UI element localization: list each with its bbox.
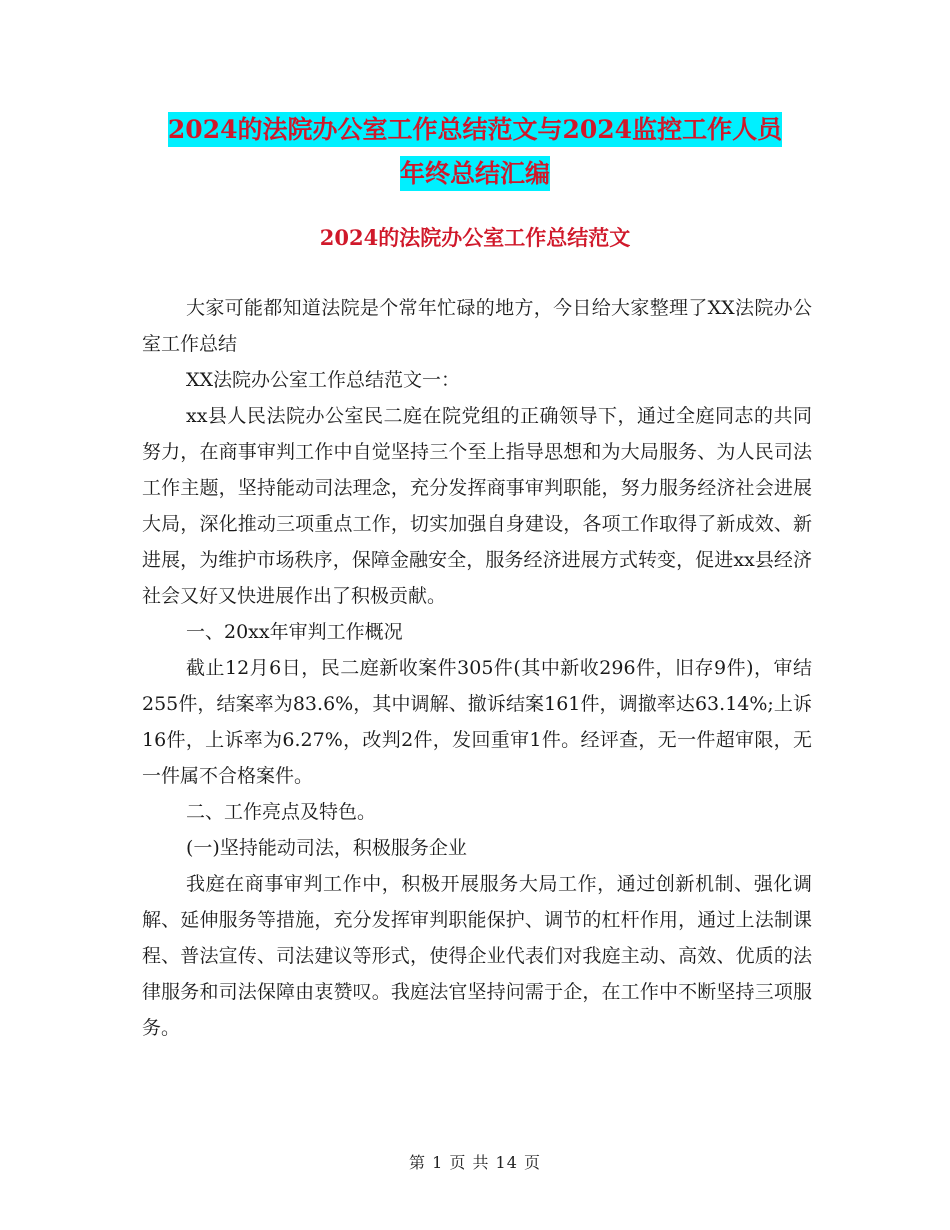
paragraph-intro: 大家可能都知道法院是个常年忙碌的地方，今日给大家整理了XX法院办公室工作总结 [142, 297, 812, 355]
page-number-footer: 第 1 页 共 14 页 [409, 1153, 541, 1172]
paragraph-subtitle: XX法院办公室工作总结范文一： [186, 369, 461, 391]
document-title [100, 108, 850, 196]
heading-section-1: 一、20xx年审判工作概况 [186, 621, 403, 643]
paragraph-overview: xx县人民法院办公室民二庭在院党组的正确领导下，通过全庭同志的共同努力，在商事审判工作中自觉坚持三个至上指导思想和为大局服务、为人民司法工作主题，坚持能动司法理念，充分发挥商事审判职能，努力服务经济社会进展大局，深化推动三项重点工作，切实加强自身建设，各项工作取得了新成效、新进展，为维护市场秩序，保障金融安全，服务经济进展方式转变，促进xx县经济社会又好又快进展作出了积极贡献。 [142, 405, 812, 607]
document-body [142, 290, 812, 1046]
section-title: 2024的法院办公室工作总结范文 [319, 225, 631, 250]
paragraph-statistics: 截止12月6日，民二庭新收案件305件(其中新收296件，旧存9件)，审结255件，结案率为83.6%，其中调解、撤诉结案161件，调撤率达63.14%;上诉16件，上诉率为6.27%，改判2件，发回重审1件。经评查，无一件超审限，无一件属不合格案件。 [142, 657, 812, 787]
paragraph-service: 我庭在商事审判工作中，积极开展服务大局工作，通过创新机制、强化调解、延伸服务等措施，充分发挥审判职能保护、调节的杠杆作用，通过上法制课程、普法宣传、司法建议等形式，使得企业代表们对我庭主动、高效、优质的法律服务和司法保障由衷赞叹。我庭法官坚持问需于企，在工作中不断坚持三项服务。 [142, 873, 812, 1039]
heading-section-2: 二、工作亮点及特色。 [186, 801, 377, 823]
document-title-line-1: 2024的法院办公室工作总结范文与2024监控工作人员 [168, 112, 782, 147]
document-title-line-2: 年终总结汇编 [400, 156, 550, 191]
heading-subsection-1: (一)坚持能动司法，积极服务企业 [186, 837, 467, 859]
